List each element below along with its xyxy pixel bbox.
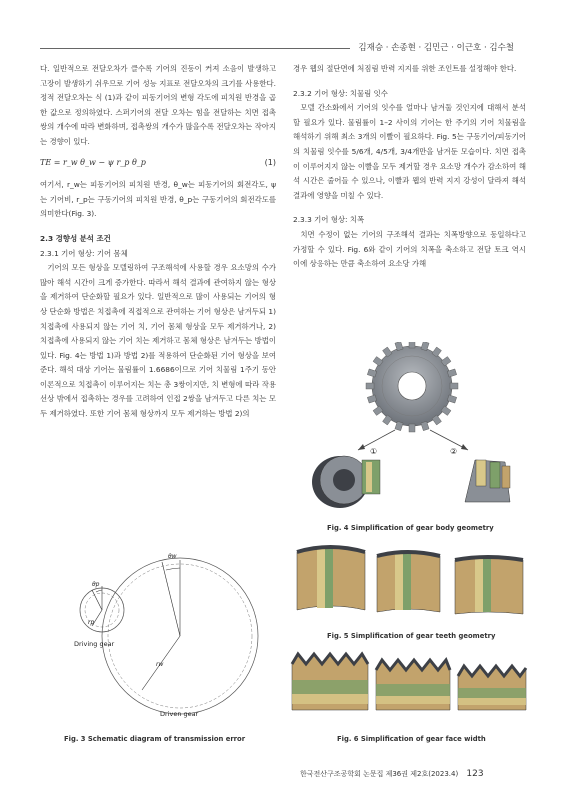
gear-teeth-illustration	[295, 540, 527, 620]
figure-6	[290, 650, 528, 720]
full-gear	[366, 342, 458, 432]
r-w-label: rw	[156, 661, 164, 668]
figure-5	[295, 540, 527, 620]
theta-w-label: θw	[168, 553, 177, 560]
figure-4-caption: Fig. 4 Simplification of gear body geometry	[327, 524, 494, 532]
face-width-full	[292, 654, 368, 710]
section-heading: 2.3 경향성 분석 조건	[40, 233, 111, 243]
gear-body-illustration	[300, 342, 530, 512]
equation-number: (1)	[264, 157, 276, 167]
page-number: 123	[466, 769, 484, 779]
footer	[300, 769, 484, 779]
teeth-3-4	[455, 556, 523, 614]
driving-gear-label: Driving gear	[74, 640, 115, 648]
left-paragraph-1: 다. 일반적으로 전달오차가 클수록 기어의 진동이 커져 소음이 발생하고 고장이 발생하기 쉬우므로 기어 성능 지표로 전달오차의 크기를 사용한다. 정적 전달오차는 식 (1)과 같이 피동기어의 변형 각도에 피치원 반경을 곱한 값으로 정의하였다. 스퍼기어의 전달 오차는 힘을 전달하는 치면 접촉쌍의 개수에 따라 변화하며, 접촉쌍의 개수가 많을수록 전달오차는 작아지는 경향이 있다.	[40, 64, 276, 146]
gear-tooth	[450, 383, 458, 389]
left-paragraph-2: 여기서, r_w는 피동기어의 피치원 반경, θ_w는 피동기어의 회전각도, ψ는 기어비, r_p는 구동기어의 피치원 반경, θ_p는 구동기어의 회전각도를 의미한다(Fig. 3).	[40, 180, 276, 219]
r-p-label: rp	[88, 619, 95, 626]
face-width-reduced-2	[458, 666, 526, 710]
figure-5-caption: Fig. 5 Simplification of gear teeth geometry	[327, 632, 496, 640]
gear-tooth	[366, 383, 374, 389]
figure-4	[300, 342, 530, 512]
face-width-reduced-1	[376, 660, 450, 710]
header-authors: 김재승 · 손종현 · 김민근 · 이근호 · 김수철	[358, 43, 514, 53]
journal-name: 한국전산구조공학회 논문집 제36권 제2호(2023.4)	[300, 770, 459, 778]
teeth-4-5	[377, 552, 440, 612]
method-2-marker: ②	[450, 447, 458, 456]
method-1-marker: ①	[370, 447, 378, 456]
right-paragraph-3: 치면 수정이 없는 기어의 구조해석 결과는 치폭방향으로 동일하다고 가정할 수 있다. Fig. 6와 같이 기어의 치폭을 축소하고 전달 토크 역시 이에 상응하는 만큼 축소하여 요소당 가해	[293, 229, 526, 269]
figure-3-caption: Fig. 3 Schematic diagram of transmission error	[64, 735, 246, 743]
right-column	[293, 62, 526, 272]
theta-p-label: θp	[92, 581, 100, 588]
right-paragraph-1: 경우 웹의 절단면에 처짐림 반력 지지를 위한 조인트를 설정해야 한다.	[293, 64, 517, 73]
figure-6-caption: Fig. 6 Simplification of gear face width	[337, 735, 486, 743]
equation-te: TE = r_w θ_w − ψ r_p θ_p	[40, 157, 146, 167]
driven-gear-label: Driven gear	[160, 710, 199, 718]
subsection-face-width: 2.3.3 기어 형상: 치폭	[293, 215, 365, 225]
left-column	[40, 62, 276, 422]
header-rule	[40, 48, 350, 49]
gear-tooth	[409, 342, 415, 348]
simplified-gear-method-1	[312, 456, 380, 508]
gear-tooth	[409, 424, 415, 432]
right-paragraph-2: 모델 간소화에서 기어의 잇수를 얼마나 남겨둘 것인지에 대해서 분석할 필요가 있다. 물림률이 1–2 사이의 기어는 한 주기의 기어 치물림을 해석하기 위해 최소 3개의 이빨이 필요하다. Fig. 5는 구동기어/피동기어의 치물림 잇수를 5/6개, 4/5개, 3/4개만을 남겨둔 모습이다. 치면 접촉이 이루어지지 않는 이빨을 모두 제거할 경우 요소망 개수가 감소하여 해석 시간은 줄어들 수 있으나, 이빨과 웹의 반력 지지 강성이 달라져 해석 결과에 영향을 미칠 수 있다.	[293, 103, 526, 200]
gear-face-width-illustration	[290, 650, 528, 720]
left-paragraph-3: 기어의 모든 형상을 모델링하여 구조해석에 사용할 경우 요소망의 수가 많아 해석 시간이 크게 증가한다. 따라서 해석 결과에 관여하지 않는 형상을 제거하여 단순화할 필요가 있다. 일반적으로 많이 사용되는 기어의 형상 단순화 방법은 치접촉에 직접적으로 관여하는 기어 형상은 남겨두되 1) 치접촉에 사용되지 않는 기어 치, 기어 몸체 형상을 모두 제거하거나, 2) 치접촉에 사용되지 않는 기어 치는 제거하고 몸체 형상은 남겨두는 방법이 있다. Fig. 4는 방법 1)과 방법 2)를 적용하여 단순화된 기어 형상을 보여준다. 해석 대상 기어는 물림률이 1.6686이므로 기어 치물림 1주기 동안 이론적으로 치접촉이 이루어지는 치는 총 3쌍이지만, 치 변형에 따라 작용선상 밖에서 접촉하는 경우를 고려하여 인접 2쌍을 남겨두고 다른 치는 모두 제거하였다. 또한 기어 몸체 형상까지 모두 제거하는 방법 2)의	[40, 263, 276, 419]
equation-1	[40, 156, 276, 171]
simplified-gear-method-2	[465, 460, 510, 502]
teeth-5-6	[297, 547, 365, 610]
transmission-error-diagram	[62, 540, 262, 718]
subsection-gear-body: 2.3.1 기어 형상: 기어 몸체	[40, 248, 128, 258]
subsection-teeth: 2.3.2 기어 형상: 치물림 잇수	[293, 88, 388, 98]
figure-3	[62, 540, 262, 718]
